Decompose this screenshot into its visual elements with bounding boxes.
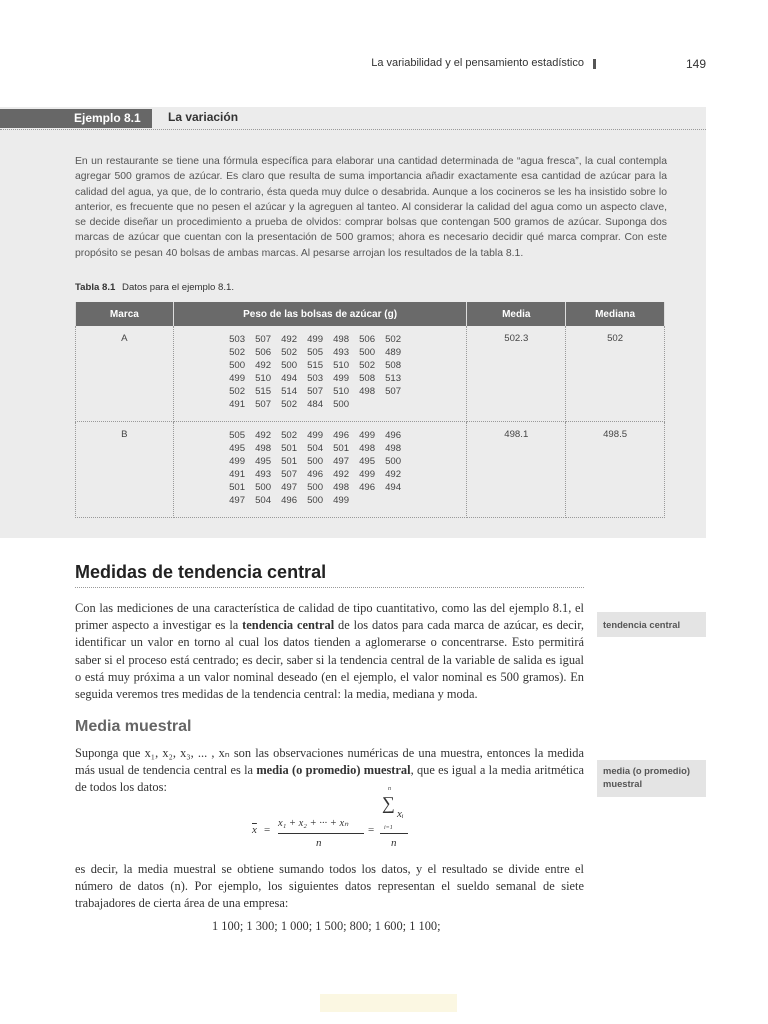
- weight-value: 497: [333, 455, 350, 467]
- weight-value: 493: [255, 468, 272, 480]
- weight-value: 501: [281, 442, 298, 454]
- weight-value: 502: [281, 429, 298, 441]
- weight-value: 515: [307, 360, 324, 372]
- weight-value: 496: [359, 481, 376, 493]
- para2-bold-term: media (o promedio) muestral: [256, 763, 411, 778]
- weight-value: 489: [385, 347, 402, 359]
- weights-line: [229, 429, 411, 442]
- weight-value: 495: [229, 442, 246, 454]
- margin-note-central-tendency: tendencia central: [597, 612, 706, 637]
- weight-value: 498: [385, 442, 402, 454]
- weight-value: 497: [281, 481, 298, 493]
- weight-value: 500: [307, 481, 324, 493]
- weights-block: [229, 333, 411, 412]
- formula-xbar: $\overline{x}$: [252, 824, 257, 836]
- weight-value: 501: [229, 481, 246, 493]
- weight-value: 502: [281, 347, 298, 359]
- weight-value: 507: [307, 386, 324, 398]
- running-head-divider: [593, 59, 596, 69]
- footer-strip: [320, 994, 457, 1012]
- weight-value: 506: [255, 347, 272, 359]
- weight-value: 493: [333, 347, 350, 359]
- weight-value: 492: [385, 468, 402, 480]
- weight-value: 500: [255, 481, 272, 493]
- table-header-brand: Marca: [76, 302, 174, 326]
- section-title: Medidas de tendencia central: [75, 562, 327, 582]
- formula-sum-lower: i=1: [384, 825, 393, 831]
- formula-sigma: ∑: [382, 793, 395, 813]
- para1-bold-term: tendencia central: [242, 618, 335, 633]
- weight-value: 499: [333, 373, 350, 385]
- weight-value: 510: [255, 373, 272, 385]
- para2-text-b: , que es igual a la media aritmética de todos los datos:: [75, 763, 584, 795]
- sugar-weights-table: [75, 302, 665, 518]
- weight-value: 492: [255, 429, 272, 441]
- weight-value: 498: [359, 442, 376, 454]
- weight-value: 498: [359, 386, 376, 398]
- para1-text-a: Con las mediciones de una característica de calidad de tipo cuantitativo, como las del ejemplo 8.1, el primer aspecto a investigar es la: [75, 601, 584, 633]
- weight-value: 499: [307, 334, 324, 345]
- paragraph-sample-mean: [75, 745, 584, 797]
- weight-value: 496: [385, 429, 402, 441]
- weight-value: 499: [359, 468, 376, 480]
- weight-value: 506: [359, 334, 376, 345]
- weights-line: [229, 494, 411, 507]
- weight-value: 504: [255, 494, 272, 506]
- subsection-title: Media muestral: [75, 718, 192, 735]
- weight-value: 499: [229, 455, 246, 467]
- mean-cell: 498.1: [467, 421, 566, 517]
- formula-numerator: x₁ + x₂ + ··· + xₙ: [278, 818, 349, 829]
- para2-text-a: Suponga que x₁, x₂, x₃, ... , xₙ son las observaciones numéricas de una muestra, entonces la medida más usual de tendencia central es la: [75, 746, 584, 778]
- weight-value: 515: [255, 386, 272, 398]
- table-row: [76, 421, 665, 517]
- paragraph-central-tendency: [75, 600, 584, 703]
- weight-value: 502: [359, 360, 376, 372]
- table-header-mean: Media: [467, 302, 566, 326]
- weights-line: [229, 442, 411, 455]
- weight-value: 494: [281, 373, 298, 385]
- weight-value: 491: [229, 468, 246, 480]
- weight-value: 499: [307, 429, 324, 441]
- weight-value: 513: [385, 373, 402, 385]
- weight-value: 507: [281, 468, 298, 480]
- formula-sum-upper: n: [388, 786, 391, 792]
- table-row: [76, 326, 665, 421]
- weight-value: 495: [255, 455, 272, 467]
- median-cell: 502: [566, 326, 665, 421]
- formula-denominator: n: [316, 837, 322, 849]
- weight-value: 508: [359, 373, 376, 385]
- table-caption: [75, 282, 234, 293]
- weights-line: [229, 333, 411, 346]
- weight-value: 505: [229, 429, 246, 441]
- formula-equals-2: =: [368, 824, 375, 836]
- weight-value: 507: [255, 334, 272, 345]
- example-label: Ejemplo 8.1: [0, 109, 152, 128]
- example-divider: [0, 129, 706, 130]
- weight-value: 502: [385, 334, 402, 345]
- weights-line: [229, 398, 411, 411]
- weight-value: 510: [333, 386, 350, 398]
- weight-value: 500: [307, 494, 324, 506]
- table-header-median: Mediana: [566, 302, 665, 326]
- weight-value: 492: [255, 360, 272, 372]
- weight-value: 496: [307, 468, 324, 480]
- formula-fraction-bar: [278, 833, 364, 834]
- weight-value: 494: [385, 481, 402, 493]
- weight-value: 495: [359, 455, 376, 467]
- weights-cell: [173, 326, 467, 421]
- paragraph-example-salaries: es decir, la media muestral se obtiene sumando todos los datos, y el resultado se divide entre el número de datos (n). Por ejemplo, los siguientes datos representan el sueldo semanal de siete trabajadores de cierta área de una empresa:: [75, 862, 584, 911]
- sample-mean-formula: [252, 786, 412, 852]
- formula-equals-1: =: [264, 824, 271, 836]
- weight-value: 502: [281, 399, 298, 411]
- weight-value: 499: [333, 494, 350, 506]
- weight-value: 503: [307, 373, 324, 385]
- example-title: La variación: [168, 110, 239, 124]
- weight-value: 500: [385, 455, 402, 467]
- weight-value: 500: [229, 360, 246, 372]
- table-header-weights: Peso de las bolsas de azúcar (g): [173, 302, 467, 326]
- table-header-row: [76, 302, 665, 326]
- weight-value: 501: [333, 442, 350, 454]
- weights-cell: [173, 421, 467, 517]
- weight-value: 499: [359, 429, 376, 441]
- weight-value: 498: [255, 442, 272, 454]
- weight-value: 497: [229, 494, 246, 506]
- weight-value: 492: [333, 468, 350, 480]
- weights-line: [229, 359, 411, 372]
- weight-value: 507: [385, 386, 402, 398]
- weights-line: [229, 346, 411, 359]
- weight-value: 500: [333, 399, 350, 411]
- weights-line: [229, 385, 411, 398]
- weights-line: [229, 481, 411, 494]
- section-divider: [75, 587, 584, 588]
- brand-cell: A: [76, 326, 174, 421]
- weight-value: 514: [281, 386, 298, 398]
- weight-value: 498: [333, 334, 350, 345]
- weight-value: 500: [281, 360, 298, 372]
- weights-line: [229, 468, 411, 481]
- weight-value: 500: [307, 455, 324, 467]
- weight-value: 510: [333, 360, 350, 372]
- weights-line: [229, 372, 411, 385]
- weight-value: 501: [281, 455, 298, 467]
- weight-value: 484: [307, 399, 324, 411]
- weight-value: 507: [255, 399, 272, 411]
- table-caption-text: Datos para el ejemplo 8.1.: [122, 282, 235, 293]
- formula-sum-term: xᵢ: [397, 808, 404, 820]
- formula-denominator-2: n: [391, 837, 397, 849]
- weights-block: [229, 429, 411, 508]
- running-head: [371, 57, 706, 73]
- weight-value: 504: [307, 442, 324, 454]
- weight-value: 508: [385, 360, 402, 372]
- weight-value: 500: [359, 347, 376, 359]
- weight-value: 492: [281, 334, 298, 345]
- weight-value: 502: [229, 386, 246, 398]
- brand-cell: B: [76, 421, 174, 517]
- weights-line: [229, 455, 411, 468]
- median-cell: 498.5: [566, 421, 665, 517]
- table-caption-label: Tabla 8.1: [75, 282, 116, 293]
- weight-value: 496: [281, 494, 298, 506]
- page-number: 149: [685, 57, 706, 71]
- margin-note-sample-mean: media (o promedio) muestral: [597, 760, 706, 797]
- weight-value: 503: [229, 334, 246, 345]
- weight-value: 491: [229, 399, 246, 411]
- weight-value: 505: [307, 347, 324, 359]
- para1-text-b: de los datos para cada marca de azúcar, es decir, identificar un valor en torno al cual los datos tienden a aglomerarse o concentrarse. Esto permitirá saber si el proceso está centrado; es decir, saber si la tendencia central de la variable de salida es igual o está muy próxima a un valor nominal deseado (en el ejemplo, el valor nominal es 500 gramos). En seguida veremos tres medidas de la tendencia central: la media, mediana y moda.: [75, 618, 584, 702]
- example-text: En un restaurante se tiene una fórmula específica para elaborar una cantidad determinada de “agua fresca”, la cual contempla agregar 500 gramos de azúcar. Es claro que resulta de suma importancia añadir exactamente esa cantidad de azúcar para la calidad del agua, ya que, de lo contrario, ésta queda muy dulce o desabrida. Aunque a los cocineros se les ha insistido sobre lo anterior, es frecuente que no pesen el azúcar y la agreguen al tanteo. Al considerar la calidad del agua como un aspecto clave, se decide diseñar un procedimiento a prueba de olvidos: comprar bolsas que contengan 500 gramos de azúcar. Suponga dos marcas de azúcar que cuentan con la presentación de 500 gramos; ahora es necesario decidir qué marca comprar. Con este propósito se pesan 40 bolsas de ambas marcas. Al pesarse arrojan los resultados de la tabla 8.1.: [75, 156, 667, 259]
- weight-value: 496: [333, 429, 350, 441]
- weight-value: 499: [229, 373, 246, 385]
- salary-data-list: 1 100; 1 300; 1 000; 1 500; 800; 1 600; 1 100;: [212, 919, 441, 933]
- formula-fraction-bar-2: [380, 833, 408, 834]
- running-title: La variabilidad y el pensamiento estadístico: [371, 57, 584, 69]
- weight-value: 498: [333, 481, 350, 493]
- weight-value: 502: [229, 347, 246, 359]
- mean-cell: 502.3: [467, 326, 566, 421]
